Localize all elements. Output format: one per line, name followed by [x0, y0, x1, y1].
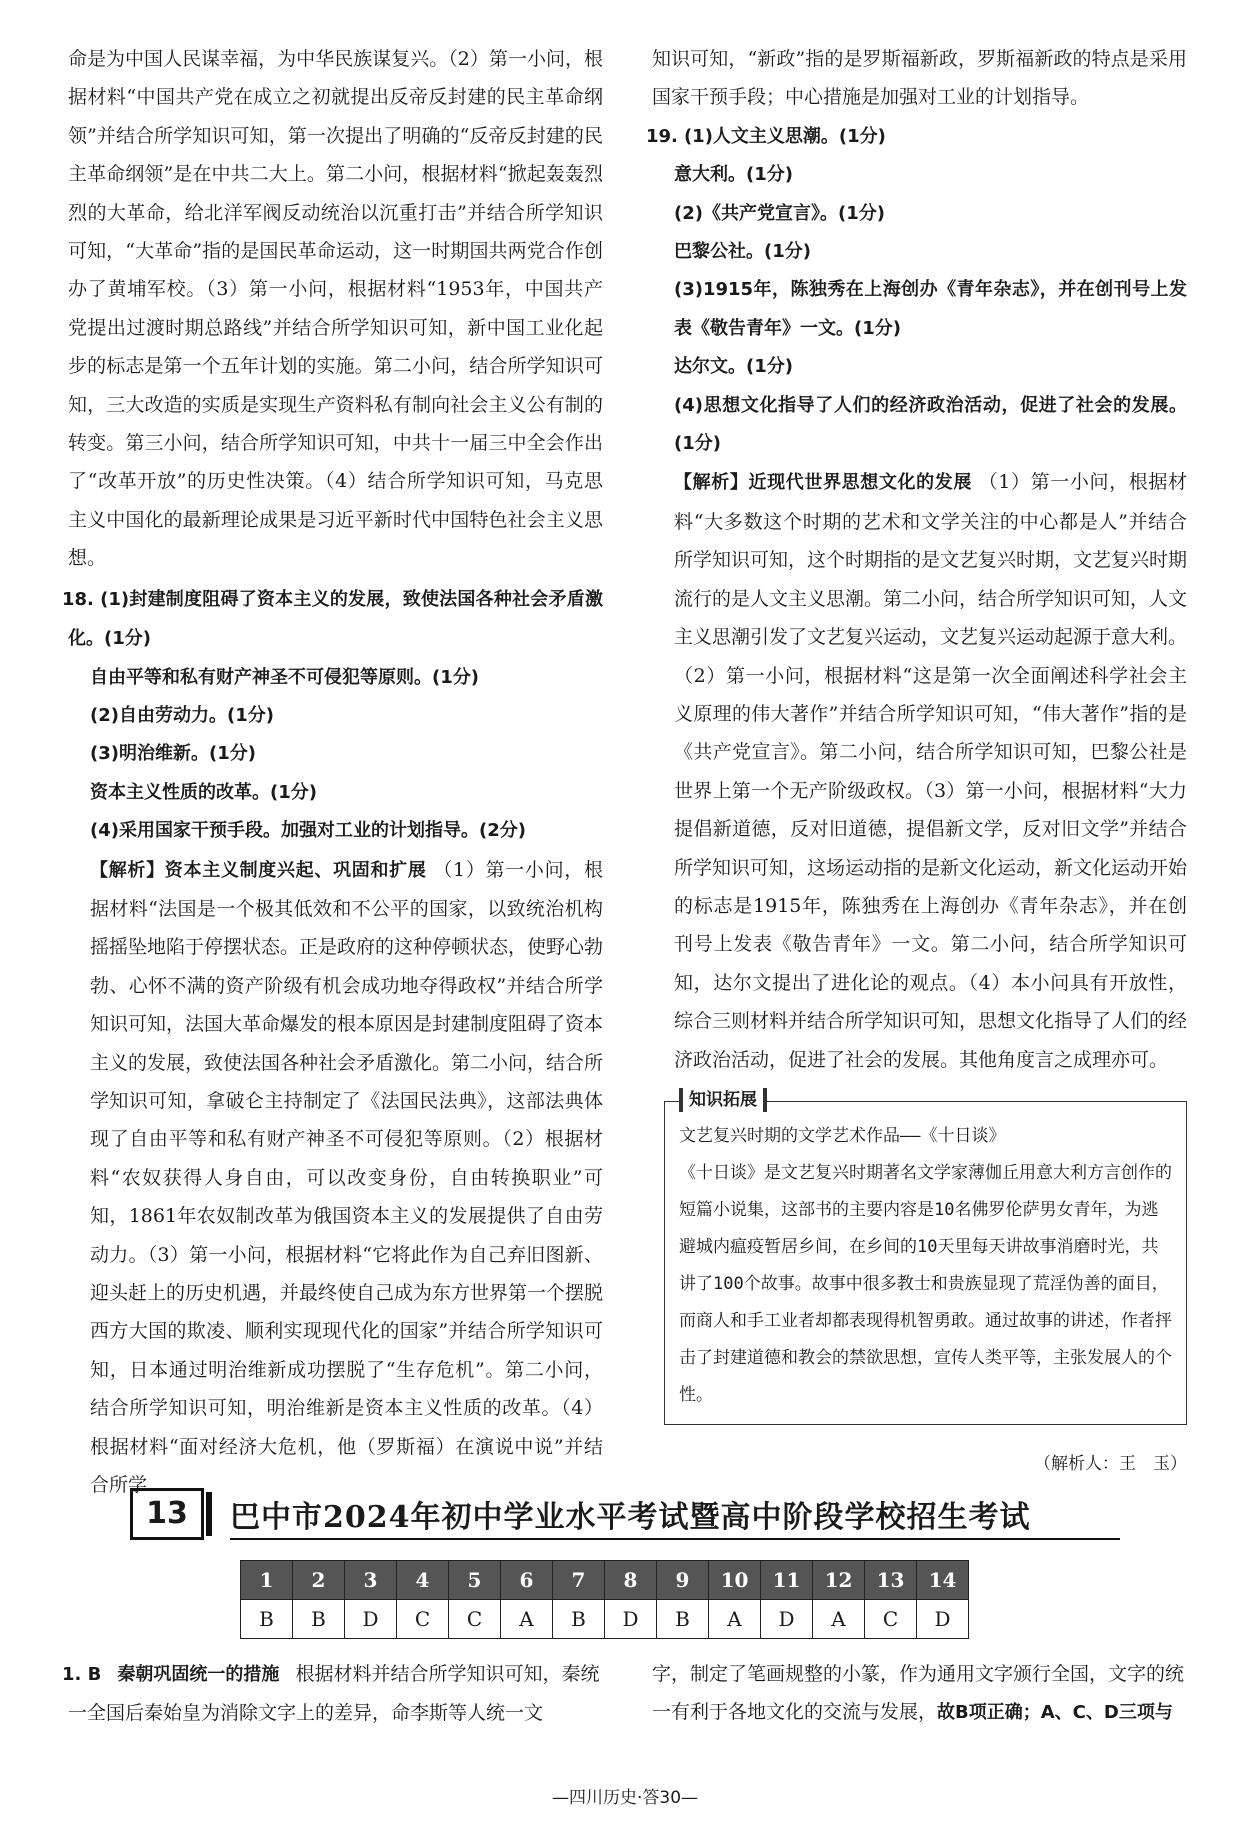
answer-table-answer-row — [241, 1600, 969, 1639]
answer-table-answer-cell: D — [917, 1600, 969, 1639]
question-1-text-right: 字，制定了笔画规整的小篆，作为通用文字颁行全国，文字的统一有利于各地文化的交流与发展， — [652, 1663, 1185, 1724]
answer-table-answer-cell: B — [657, 1600, 709, 1639]
left-column — [62, 40, 604, 1504]
question-1-answer: 1. B — [62, 1664, 102, 1685]
question-1-text-left: 根据材料并结合所学知识可知，秦统一全国后秦始皇为消除文字上的差异，命李斯等人统一文 — [68, 1663, 600, 1725]
q19-analysis-text: （1）第一小问，根据材料“大多数这个时期的艺术和文学关注的中心都是人”并结合所学知识可知，这个时期指的是文艺复兴时期，文艺复兴时期流行的是人文主义思潮。第二小问，结合所学知识可知，人文主义思潮引发了文艺复兴运动，文艺复兴运动起源于意大利。（2）第一小问，根据材料“这是第一次全面阐述科学社会主义原理的伟大著作”并结合所学知识可知，“伟大著作”指的是《共产党宣言》。第二小问，结合所学知识可知，巴黎公社是世界上第一个无产阶级政权。（3）第一小问，根据材料“大力提倡新道德，反对旧道德，提倡新文学，反对旧文学”并结合所学知识可知，这场运动指的是新文化运动，新文化运动开始的标志是1915年，陈独秀在上海创办《青年杂志》，并在创刊号上发表《敬告青年》一文。第二小问，结合所学知识可知，达尔文提出了进化论的观点。（4）本小问具有开放性，综合三则材料并结合所学知识可知，思想文化指导了人们的经济政治活动，促进了社会的发展。其他角度言之成理亦可。 — [674, 471, 1188, 1071]
q18-answer-6: (4)采用国家干预手段。加强对工业的计划指导。(2分) — [90, 820, 526, 842]
q19-answer-6: 达尔文。(1分) — [674, 356, 793, 378]
q18-answer-4: (3)明治维新。(1分) — [90, 743, 256, 765]
answer-table-answer-cell: A — [813, 1600, 865, 1639]
answer-table-answer-cell: C — [865, 1600, 917, 1639]
q18-answer-2: 自由平等和私有财产神圣不可侵犯等原则。(1分) — [90, 666, 479, 688]
question-1-tag: 秦朝巩固统一的措施 — [117, 1664, 280, 1685]
knowledge-heading: 文艺复兴时期的文学艺术作品——《十日谈》 — [679, 1125, 1006, 1146]
answer-table-answer-cell: C — [449, 1600, 501, 1639]
answer-table-answer-cell: B — [241, 1600, 293, 1639]
answer-table-number-cell: 2 — [293, 1561, 345, 1600]
answer-table-number-cell: 11 — [761, 1561, 813, 1600]
bottom-left-text — [62, 1655, 603, 1733]
answer-table-answer-cell: B — [293, 1600, 345, 1639]
q18-analysis-tag: 【解析】资本主义制度兴起、巩固和扩展 — [90, 859, 427, 881]
section-title: 巴中市2024年初中学业水平考试暨高中阶段学校招生考试 — [230, 1500, 1031, 1535]
answer-table-header-row — [241, 1561, 969, 1600]
answer-table-answer-cell: D — [761, 1600, 813, 1639]
q19-answer-3: (2)《共产党宣言》。(1分) — [674, 202, 885, 224]
question-number-19: 19. — [646, 125, 678, 147]
answer-table-answer-cell: B — [553, 1600, 605, 1639]
answer-table-number-cell: 1 — [241, 1561, 293, 1600]
answer-table-number-cell: 4 — [397, 1561, 449, 1600]
answer-table-number-cell: 13 — [865, 1561, 917, 1600]
answer-table-number-cell: 10 — [709, 1561, 761, 1600]
q19-analysis-tag: 【解析】近现代世界思想文化的发展 — [674, 472, 972, 494]
answer-table-number-cell: 12 — [813, 1561, 865, 1600]
knowledge-body: 《十日谈》是文艺复兴时期著名文学家薄伽丘用意大利方言创作的短篇小说集，这部书的主要内容是10名佛罗伦萨男女青年，为逃避城内瘟疫暂居乡间，在乡间的10天里每天讲故事消磨时光，共讲了100个故事。故事中很多教士和贵族显现了荒淫伪善的面目，而商人和手工业者却都表现得机智勇敢。通过故事的讲述，作者抨击了封建道德和教会的禁欲思想，宣传人类平等，主张发展人的个性。 — [679, 1162, 1172, 1405]
q17-continued-paragraph: 命是为中国人民谋幸福，为中华民族谋复兴。（2）第一小问，根据材料“中国共产党在成立之初就提出反帝反封建的民主革命纲领”并结合所学知识可知，第一次提出了明确的“反帝反封建的民主革命纲领”是在中共二大上。第二小问，根据材料“掀起轰轰烈烈的大革命，给北洋军阀反动统治以沉重打击”并结合所学知识可知，“大革命”指的是国民革命运动，这一时期国共两党合作创办了黄埔军校。（3）第一小问，根据材料“1953年，中国共产党提出过渡时期总路线”并结合所学知识可知，新中国工业化起步的标志是第一个五年计划的实施。第二小问，结合所学知识可知，三大改造的实质是实现生产资料私有制向社会主义公有制的转变。第三小问，结合所学知识可知，中共十一届三中全会作出了“改革开放”的历史性决策。（4）结合所学知识可知，马克思主义中国化的最新理论成果是习近平新时代中国特色社会主义思想。 — [68, 48, 603, 570]
q18-analysis-text: （1）第一小问，根据材料“法国是一个极其低效和不公平的国家，以致统治机构摇摇坠地陷于停摆状态。正是政府的这种停顿状态，使野心勃勃、心怀不满的资产阶级有机会成功地夺得政权”并结合所学知识可知，法国大革命爆发的根本原因是封建制度阻碍了资本主义的发展，致使法国各种社会矛盾激化。第二小问，结合所学知识可知，拿破仑主持制定了《法国民法典》，这部法典体现了自由平等和私有财产神圣不可侵犯等原则。（2）根据材料“农奴获得人身自由，可以改变身份，自由转换职业”可知，1861年农奴制改革为俄国资本主义的发展提供了自由劳动力。（3）第一小问，根据材料“它将此作为自己弃旧图新、迎头赶上的历史机遇，并最终使自己成为东方世界第一个摆脱西方大国的欺凌、顺利实现现代化的国家”并结合所学知识可知，日本通过明治维新成功摆脱了“生存危机”。第二小问，结合所学知识可知，明治维新是资本主义性质的改革。（4）根据材料“面对经济大危机，他（罗斯福）在演说中说”并结合所学 — [90, 858, 604, 1497]
section-header — [130, 1488, 1120, 1540]
answer-table-number-cell: 14 — [917, 1561, 969, 1600]
right-column — [646, 40, 1188, 1483]
q18-continued-paragraph: 知识可知，“新政”指的是罗斯福新政，罗斯福新政的特点是采用国家干预手段；中心措施是加强对工业的计划指导。 — [652, 48, 1187, 109]
answer-table-answer-cell: D — [605, 1600, 657, 1639]
answer-table-number-cell: 5 — [449, 1561, 501, 1600]
q18-answer-3: (2)自由劳动力。(1分) — [90, 704, 274, 726]
page-footer: —四川历史·答30— — [551, 1788, 699, 1808]
knowledge-extension-box — [664, 1089, 1187, 1425]
q19-answer-4: 巴黎公社。(1分) — [674, 241, 811, 263]
q18-answer-1: (1)封建制度阻碍了资本主义的发展，致使法国各种社会矛盾激化。(1分) — [68, 588, 603, 650]
answer-table-number-cell: 6 — [501, 1561, 553, 1600]
answer-table-answer-cell: D — [345, 1600, 397, 1639]
bottom-right-text — [652, 1655, 1187, 1733]
answer-table-answer-cell: C — [397, 1600, 449, 1639]
q19-answer-1: (1)人文主义思潮。(1分) — [683, 125, 886, 147]
answer-table — [240, 1560, 969, 1639]
answer-table-number-cell: 3 — [345, 1561, 397, 1600]
section-underline — [230, 1538, 1120, 1540]
answer-table-answer-cell: A — [709, 1600, 761, 1639]
q19-answer-5: (3)1915年，陈独秀在上海创办《青年杂志》，并在创刊号上发表《敬告青年》一文。(1分) — [674, 279, 1187, 339]
answer-table-answer-cell: A — [501, 1600, 553, 1639]
knowledge-extension-title: 知识拓展 — [679, 1088, 767, 1112]
q19-answer-7: (4)思想文化指导了人们的经济政治活动，促进了社会的发展。(1分) — [674, 394, 1187, 455]
section-number: 13 — [130, 1488, 204, 1540]
q18-answer-5: 资本主义性质的改革。(1分) — [90, 781, 317, 803]
question-1-text-right-bold: 故B项正确；A、C、D三项与 — [937, 1702, 1173, 1724]
question-number-18: 18. — [62, 588, 94, 610]
answer-table-number-cell: 7 — [553, 1561, 605, 1600]
q19-answer-2: 意大利。(1分) — [674, 164, 793, 186]
answer-table-number-cell: 8 — [605, 1561, 657, 1600]
analysis-credit: （解析人：王 玉） — [1034, 1453, 1187, 1474]
section-divider — [206, 1492, 212, 1536]
answer-table-number-cell: 9 — [657, 1561, 709, 1600]
